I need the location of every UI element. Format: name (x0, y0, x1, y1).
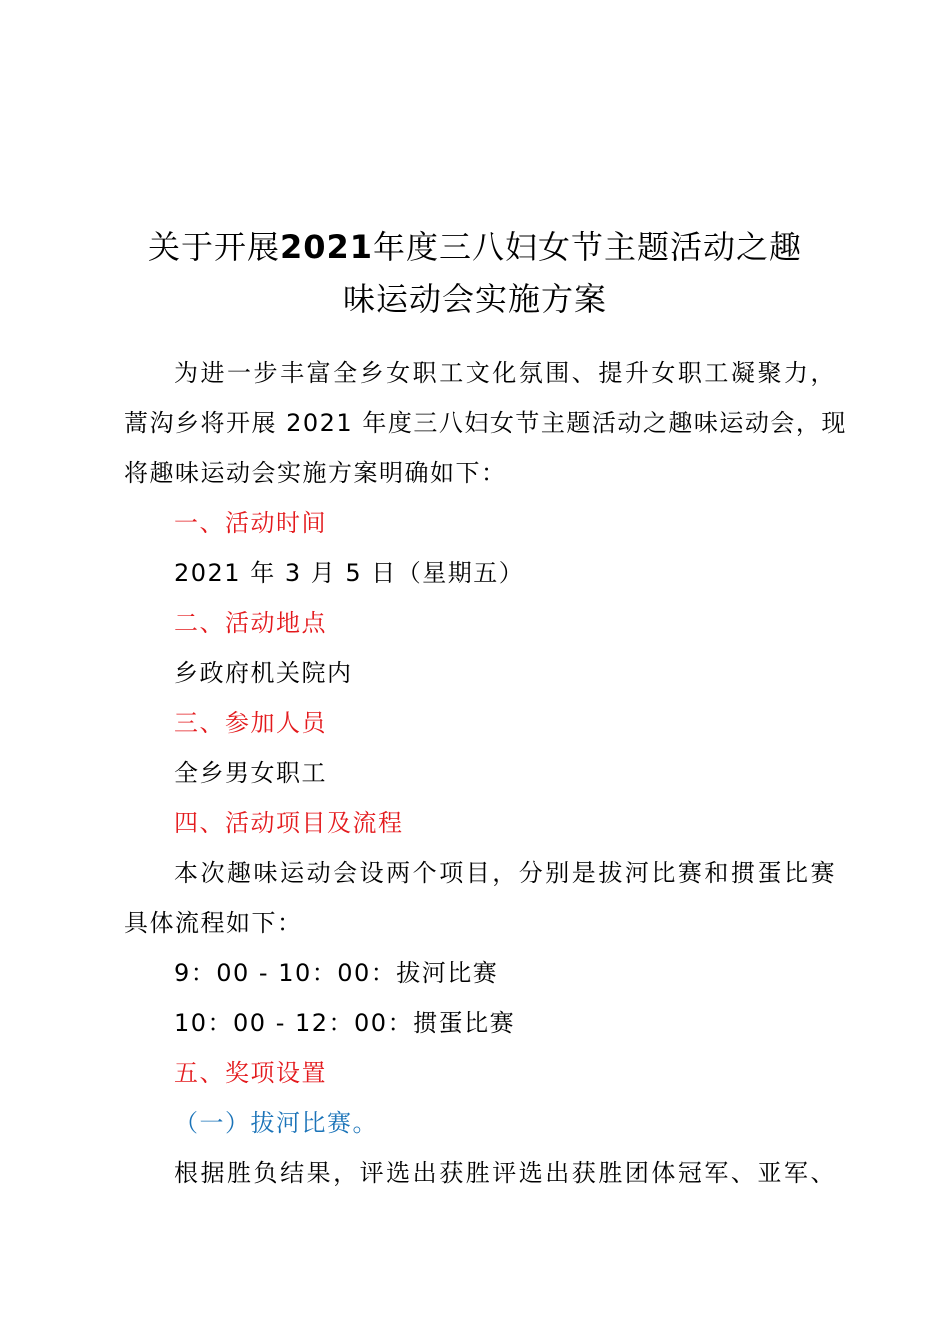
section-content-location: 乡政府机关院内 (174, 659, 353, 687)
document-title-line-2: 味运动会实施方案 (342, 280, 607, 318)
intro-line-1: 为进一步丰富全乡女职工文化氛围、提升女职工凝聚力， (174, 359, 836, 387)
subsection-content-tug-of-war: 根据胜负结果，评选出获胜评选出获胜团体冠军、亚军、 (174, 1159, 836, 1187)
section-heading-time: 一、活动时间 (174, 509, 327, 537)
title-part-2: 年度三八妇女节主题活动之趣 (373, 228, 803, 266)
schedule-item-tug-of-war: 9：00 - 10：00：拔河比赛 (174, 959, 499, 987)
section-content-time: 2021 年 3 月 5 日（星期五） (174, 559, 525, 587)
section-content-events-line-2: 具体流程如下： (124, 909, 303, 937)
title-year: 2021 (279, 228, 374, 266)
section-heading-events: 四、活动项目及流程 (174, 809, 404, 837)
section-heading-location: 二、活动地点 (174, 609, 327, 637)
section-heading-participants: 三、参加人员 (174, 709, 327, 737)
subsection-heading-tug-of-war: （一）拔河比赛。 (174, 1109, 378, 1137)
intro-line-2: 蒿沟乡将开展 2021 年度三八妇女节主题活动之趣味运动会，现 (124, 409, 847, 437)
section-content-events-line-1: 本次趣味运动会设两个项目，分别是拔河比赛和掼蛋比赛 (174, 859, 836, 887)
section-content-participants: 全乡男女职工 (174, 759, 327, 787)
title-part-1: 关于开展 (147, 228, 280, 266)
document-title-line-1 (110, 222, 840, 272)
section-heading-awards: 五、奖项设置 (174, 1059, 327, 1087)
schedule-item-guandan: 10：00 - 12：00：掼蛋比赛 (174, 1009, 516, 1037)
intro-line-3: 将趣味运动会实施方案明确如下： (124, 459, 507, 487)
